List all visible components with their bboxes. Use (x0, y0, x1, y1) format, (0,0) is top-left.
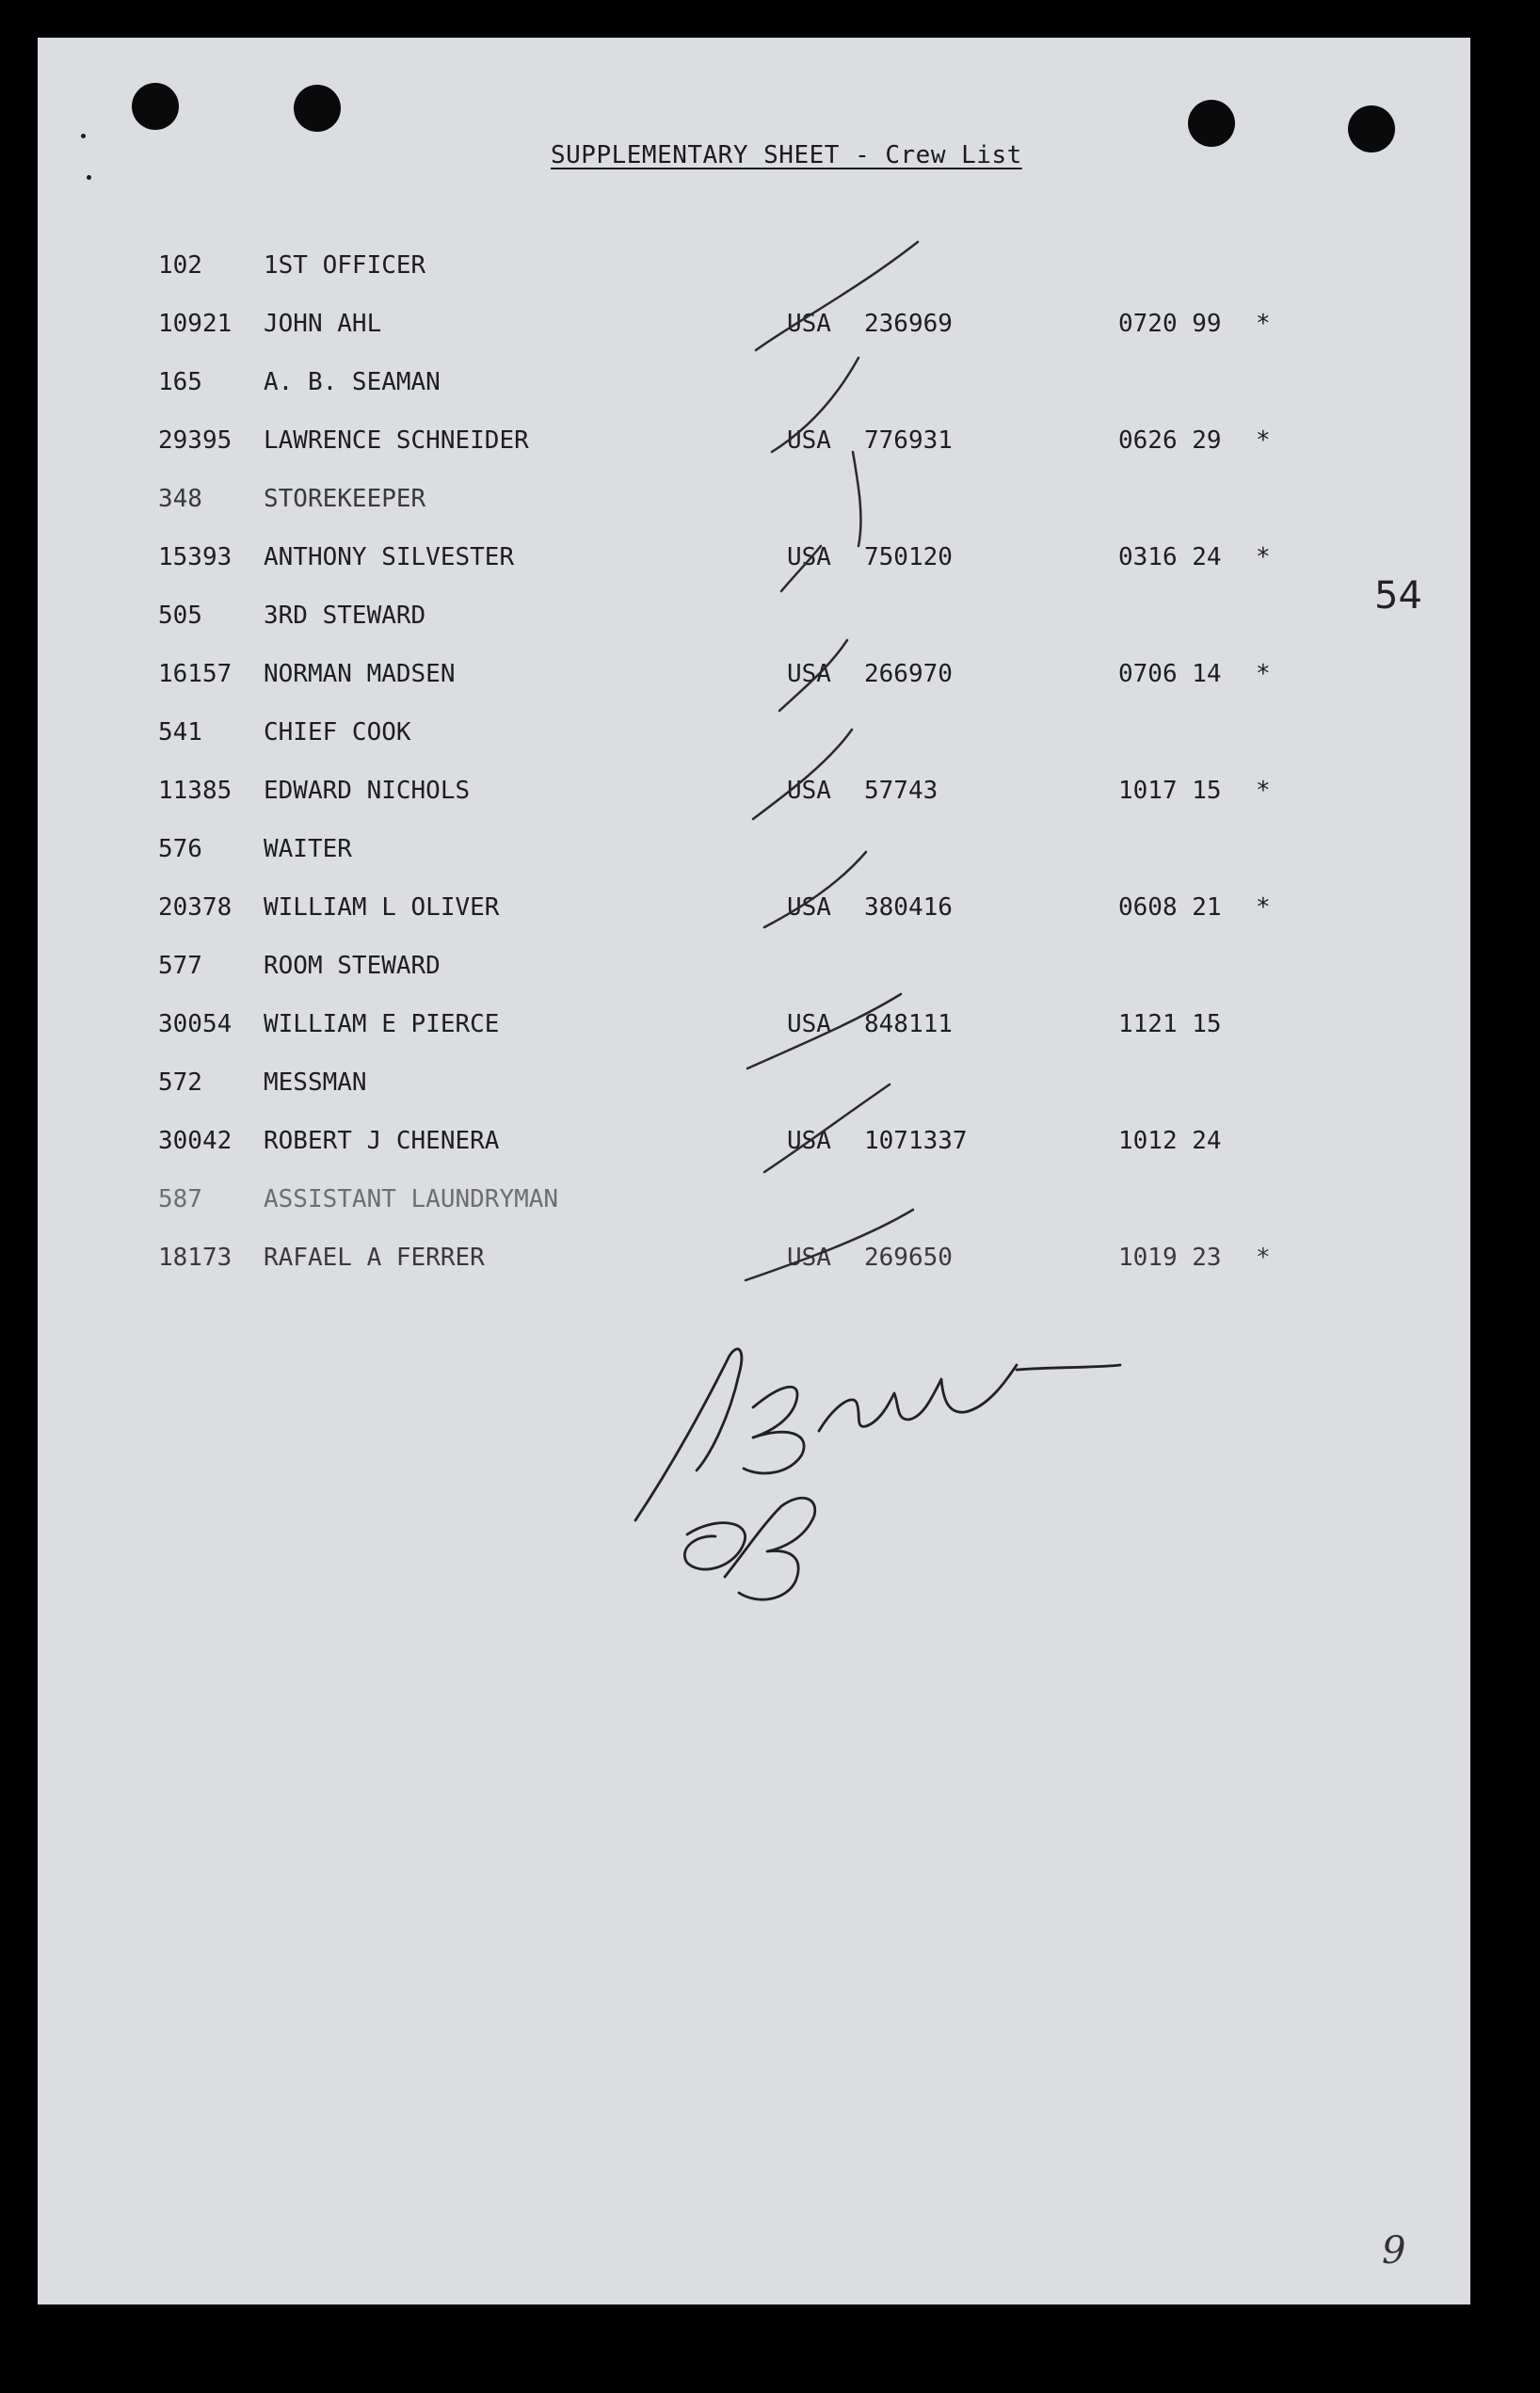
position-title: 3RD STEWARD (264, 602, 426, 630)
position-code: 587 (158, 1185, 202, 1213)
asterisk-mark: * (1256, 426, 1271, 455)
nationality: USA (787, 426, 831, 455)
date-code: 0626 29 (1118, 426, 1222, 455)
crew-row (38, 251, 1470, 289)
certificate-number: 1071337 (864, 1127, 968, 1155)
crew-id: 11385 (158, 777, 233, 805)
crew-id: 29395 (158, 426, 233, 455)
position-code: 165 (158, 368, 202, 396)
position-title: ROOM STEWARD (264, 952, 441, 980)
crew-row (38, 426, 1470, 464)
certificate-number: 57743 (864, 777, 938, 805)
document-sheet (38, 38, 1470, 2305)
date-code: 1017 15 (1118, 777, 1222, 805)
position-title: 1ST OFFICER (264, 251, 426, 280)
nationality: USA (787, 310, 831, 338)
asterisk-mark: * (1256, 543, 1271, 571)
handwritten-corner-number: 9 (1382, 2229, 1406, 2273)
certificate-number: 269650 (864, 1244, 953, 1272)
crew-name: NORMAN MADSEN (264, 660, 456, 688)
position-title: MESSMAN (264, 1068, 367, 1097)
crew-row (38, 777, 1470, 814)
crew-name: WILLIAM E PIERCE (264, 1010, 500, 1038)
crew-row (38, 1010, 1470, 1048)
date-code: 0706 14 (1118, 660, 1222, 688)
crew-name: JOHN AHL (264, 310, 382, 338)
position-title: CHIEF COOK (264, 718, 411, 747)
crew-id: 10921 (158, 310, 233, 338)
nationality: USA (787, 893, 831, 922)
crew-row (38, 718, 1470, 756)
date-code: 0608 21 (1118, 893, 1222, 922)
crew-id: 30054 (158, 1010, 233, 1038)
crew-id: 16157 (158, 660, 233, 688)
crew-row (38, 310, 1470, 347)
crew-row (38, 1244, 1470, 1281)
date-code: 1019 23 (1118, 1244, 1222, 1272)
certificate-number: 750120 (864, 543, 953, 571)
crew-row (38, 952, 1470, 989)
crew-name: RAFAEL A FERRER (264, 1244, 485, 1272)
position-title: ASSISTANT LAUNDRYMAN (264, 1185, 559, 1213)
position-code: 348 (158, 485, 202, 513)
asterisk-mark: * (1256, 310, 1271, 338)
crew-row (38, 1127, 1470, 1164)
crew-id: 30042 (158, 1127, 233, 1155)
position-title: STOREKEEPER (264, 485, 426, 513)
position-code: 576 (158, 835, 202, 863)
page-title: SUPPLEMENTARY SHEET - Crew List (551, 141, 1022, 169)
asterisk-mark: * (1256, 777, 1271, 805)
position-title: WAITER (264, 835, 352, 863)
nationality: USA (787, 543, 831, 571)
nationality: USA (787, 1127, 831, 1155)
nationality: USA (787, 777, 831, 805)
certificate-number: 380416 (864, 893, 953, 922)
certificate-number: 236969 (864, 310, 953, 338)
crew-id: 20378 (158, 893, 233, 922)
crew-row (38, 835, 1470, 873)
date-code: 0720 99 (1118, 310, 1222, 338)
position-title: A. B. SEAMAN (264, 368, 441, 396)
position-code: 541 (158, 718, 202, 747)
crew-row (38, 368, 1470, 406)
asterisk-mark: * (1256, 893, 1271, 922)
crew-name: ROBERT J CHENERA (264, 1127, 500, 1155)
crew-row (38, 543, 1470, 581)
nationality: USA (787, 1244, 831, 1272)
certificate-number: 776931 (864, 426, 953, 455)
nationality: USA (787, 660, 831, 688)
crew-name: LAWRENCE SCHNEIDER (264, 426, 529, 455)
date-code: 0316 24 (1118, 543, 1222, 571)
crew-row (38, 1068, 1470, 1106)
position-code: 577 (158, 952, 202, 980)
crew-id: 18173 (158, 1244, 233, 1272)
asterisk-mark: * (1256, 660, 1271, 688)
crew-list (38, 38, 1470, 2305)
crew-name: EDWARD NICHOLS (264, 777, 471, 805)
position-code: 102 (158, 251, 202, 280)
crew-id: 15393 (158, 543, 233, 571)
date-code: 1121 15 (1118, 1010, 1222, 1038)
crew-name: ANTHONY SILVESTER (264, 543, 515, 571)
crew-row (38, 893, 1470, 931)
crew-row (38, 1185, 1470, 1223)
crew-row (38, 602, 1470, 639)
position-code: 505 (158, 602, 202, 630)
date-code: 1012 24 (1118, 1127, 1222, 1155)
position-code: 572 (158, 1068, 202, 1097)
nationality: USA (787, 1010, 831, 1038)
handwritten-page-number: 54 (1374, 574, 1422, 618)
asterisk-mark: * (1256, 1244, 1271, 1272)
crew-name: WILLIAM L OLIVER (264, 893, 500, 922)
crew-row (38, 485, 1470, 522)
certificate-number: 848111 (864, 1010, 953, 1038)
certificate-number: 266970 (864, 660, 953, 688)
crew-row (38, 660, 1470, 698)
